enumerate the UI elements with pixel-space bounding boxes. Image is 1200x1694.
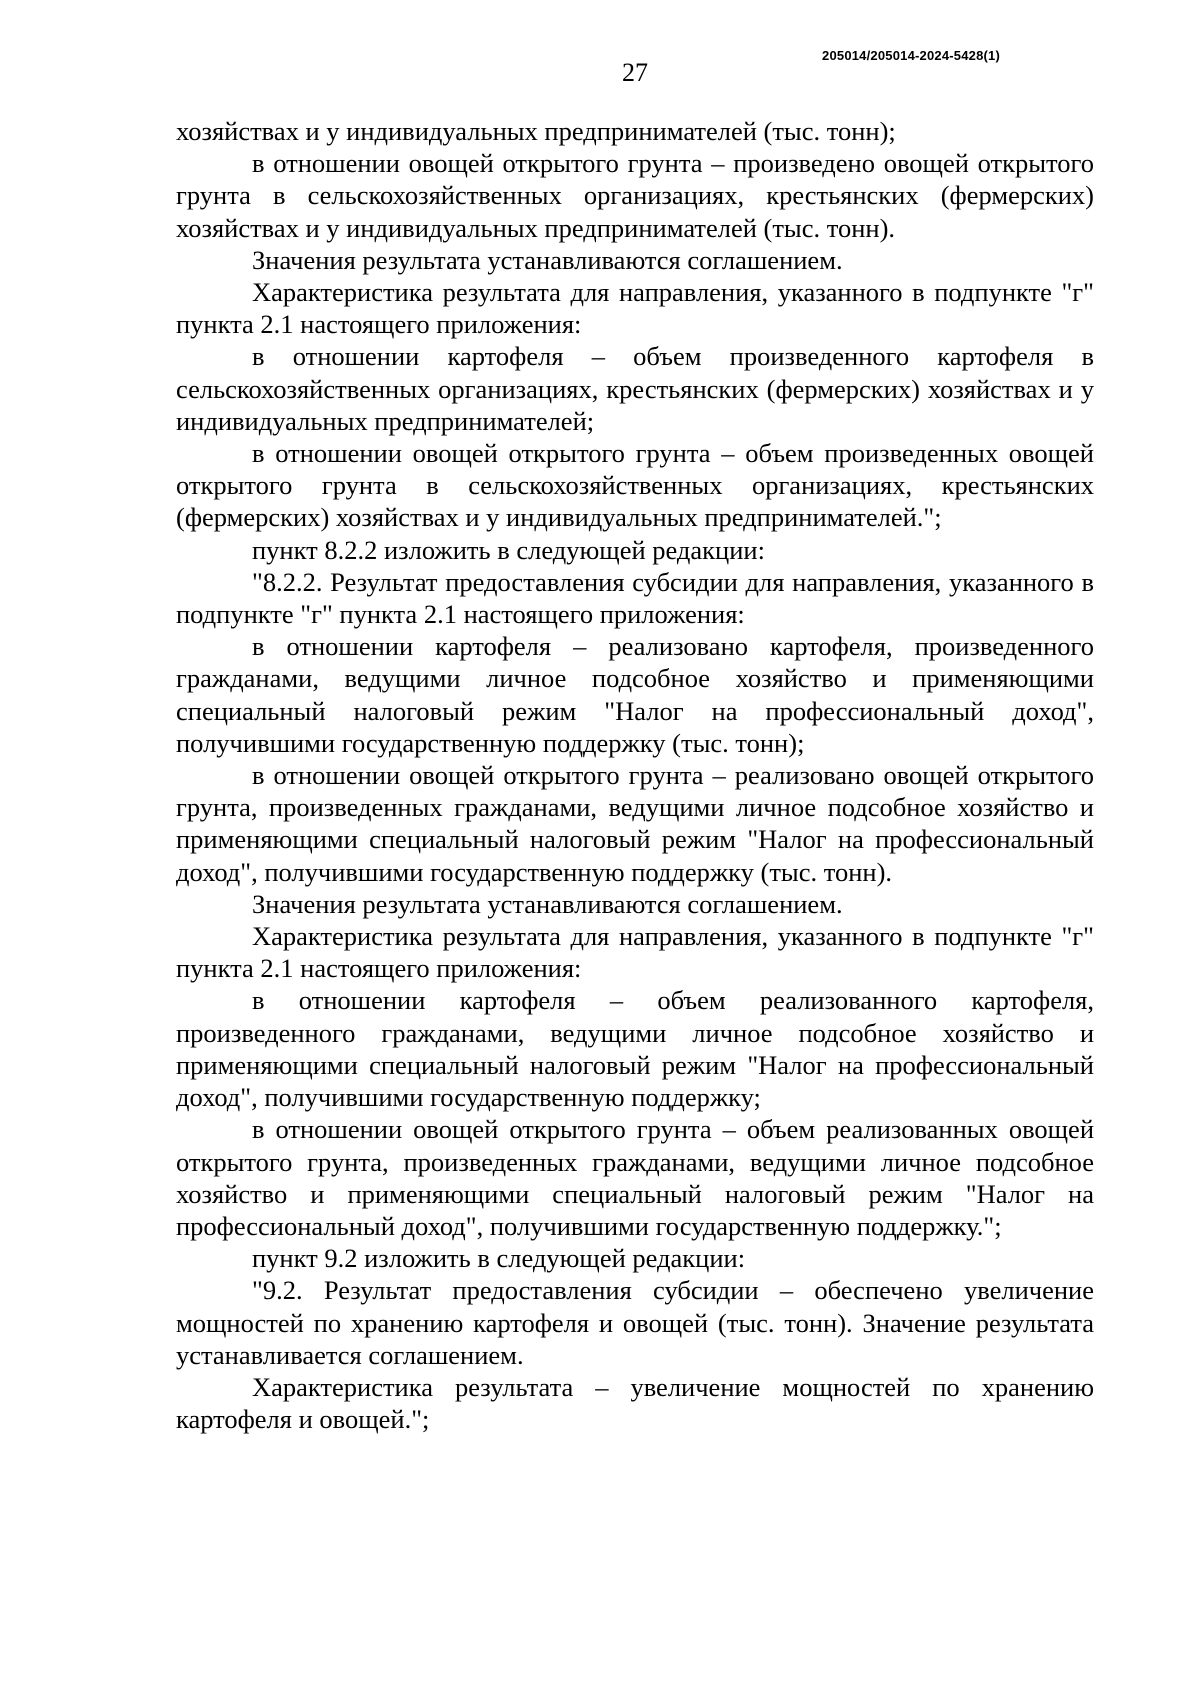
paragraph: в отношении овощей открытого грунта – произведено овощей открытого грунта в сельскохозяйственных организациях, крестьянских (фермерских) хозяйствах и у индивидуальных предпринимателей (тыс. тонн). — [176, 148, 1094, 243]
document-id: 205014/205014-2024-5428(1) — [822, 48, 1000, 63]
paragraph: "8.2.2. Результат предоставления субсидии для направления, указанного в подпункте "г" пункта 2.1 настоящего приложения: — [176, 566, 1094, 630]
paragraph: в отношении овощей открытого грунта – реализовано овощей открытого грунта, произведенных гражданами, ведущими личное подсобное хозяйство и применяющими специальный налоговый режим "Налог на профессиональный доход", получившими государственную поддержку (тыс. тонн). — [176, 760, 1094, 887]
paragraph: в отношении картофеля – объем произведенного картофеля в сельскохозяйственных организациях, крестьянских (фермерских) хозяйствах и у индивидуальных предпринимателей; — [176, 341, 1094, 436]
paragraph: хозяйствах и у индивидуальных предпринимателей (тыс. тонн); — [176, 116, 896, 146]
paragraph: Характеристика результата – увеличение мощностей по хранению картофеля и овощей."; — [176, 1371, 1094, 1435]
paragraph: "9.2. Результат предоставления субсидии – обеспечено увеличение мощностей по хранению картофеля и овощей (тыс. тонн). Значение результата устанавливается соглашением. — [176, 1275, 1094, 1370]
paragraph: в отношении картофеля – объем реализованного картофеля, произведенного гражданами, ведущими личное подсобное хозяйство и применяющими специальный налоговый режим "Налог на профессиональный доход", получившими государственную поддержку; — [176, 985, 1094, 1113]
page-number: 27 — [622, 58, 648, 87]
paragraph: в отношении овощей открытого грунта – объем реализованных овощей открытого грунта, произведенных гражданами, ведущими личное подсобное хозяйство и применяющими специальный налоговый режим "Налог на профессиональный доход", получившими государственную поддержку."; — [176, 1114, 1094, 1241]
paragraph: Характеристика результата для направления, указанного в подпункте "г" пункта 2.1 настоящего приложения: — [176, 921, 1094, 984]
document-body — [176, 115, 1094, 1435]
paragraph: Характеристика результата для направления, указанного в подпункте "г" пункта 2.1 настоящего приложения: — [176, 277, 1094, 340]
paragraph: в отношении картофеля – реализовано картофеля, произведенного гражданами, ведущими личное подсобное хозяйство и применяющими специальный налоговый режим "Налог на профессиональный доход", получившими государственную поддержку (тыс. тонн); — [176, 631, 1094, 758]
paragraph: Значения результата устанавливаются соглашением. — [252, 888, 843, 919]
paragraph: в отношении овощей открытого грунта – объем произведенных овощей открытого грунта в сельскохозяйственных организациях, крестьянских (фермерских) хозяйствах и у индивидуальных предпринимателей."; — [176, 438, 1094, 533]
paragraph: Значения результата устанавливаются соглашением. — [252, 244, 843, 275]
paragraph: пункт 9.2 изложить в следующей редакции: — [252, 1243, 746, 1274]
paragraph: пункт 8.2.2 изложить в следующей редакции: — [252, 534, 765, 565]
